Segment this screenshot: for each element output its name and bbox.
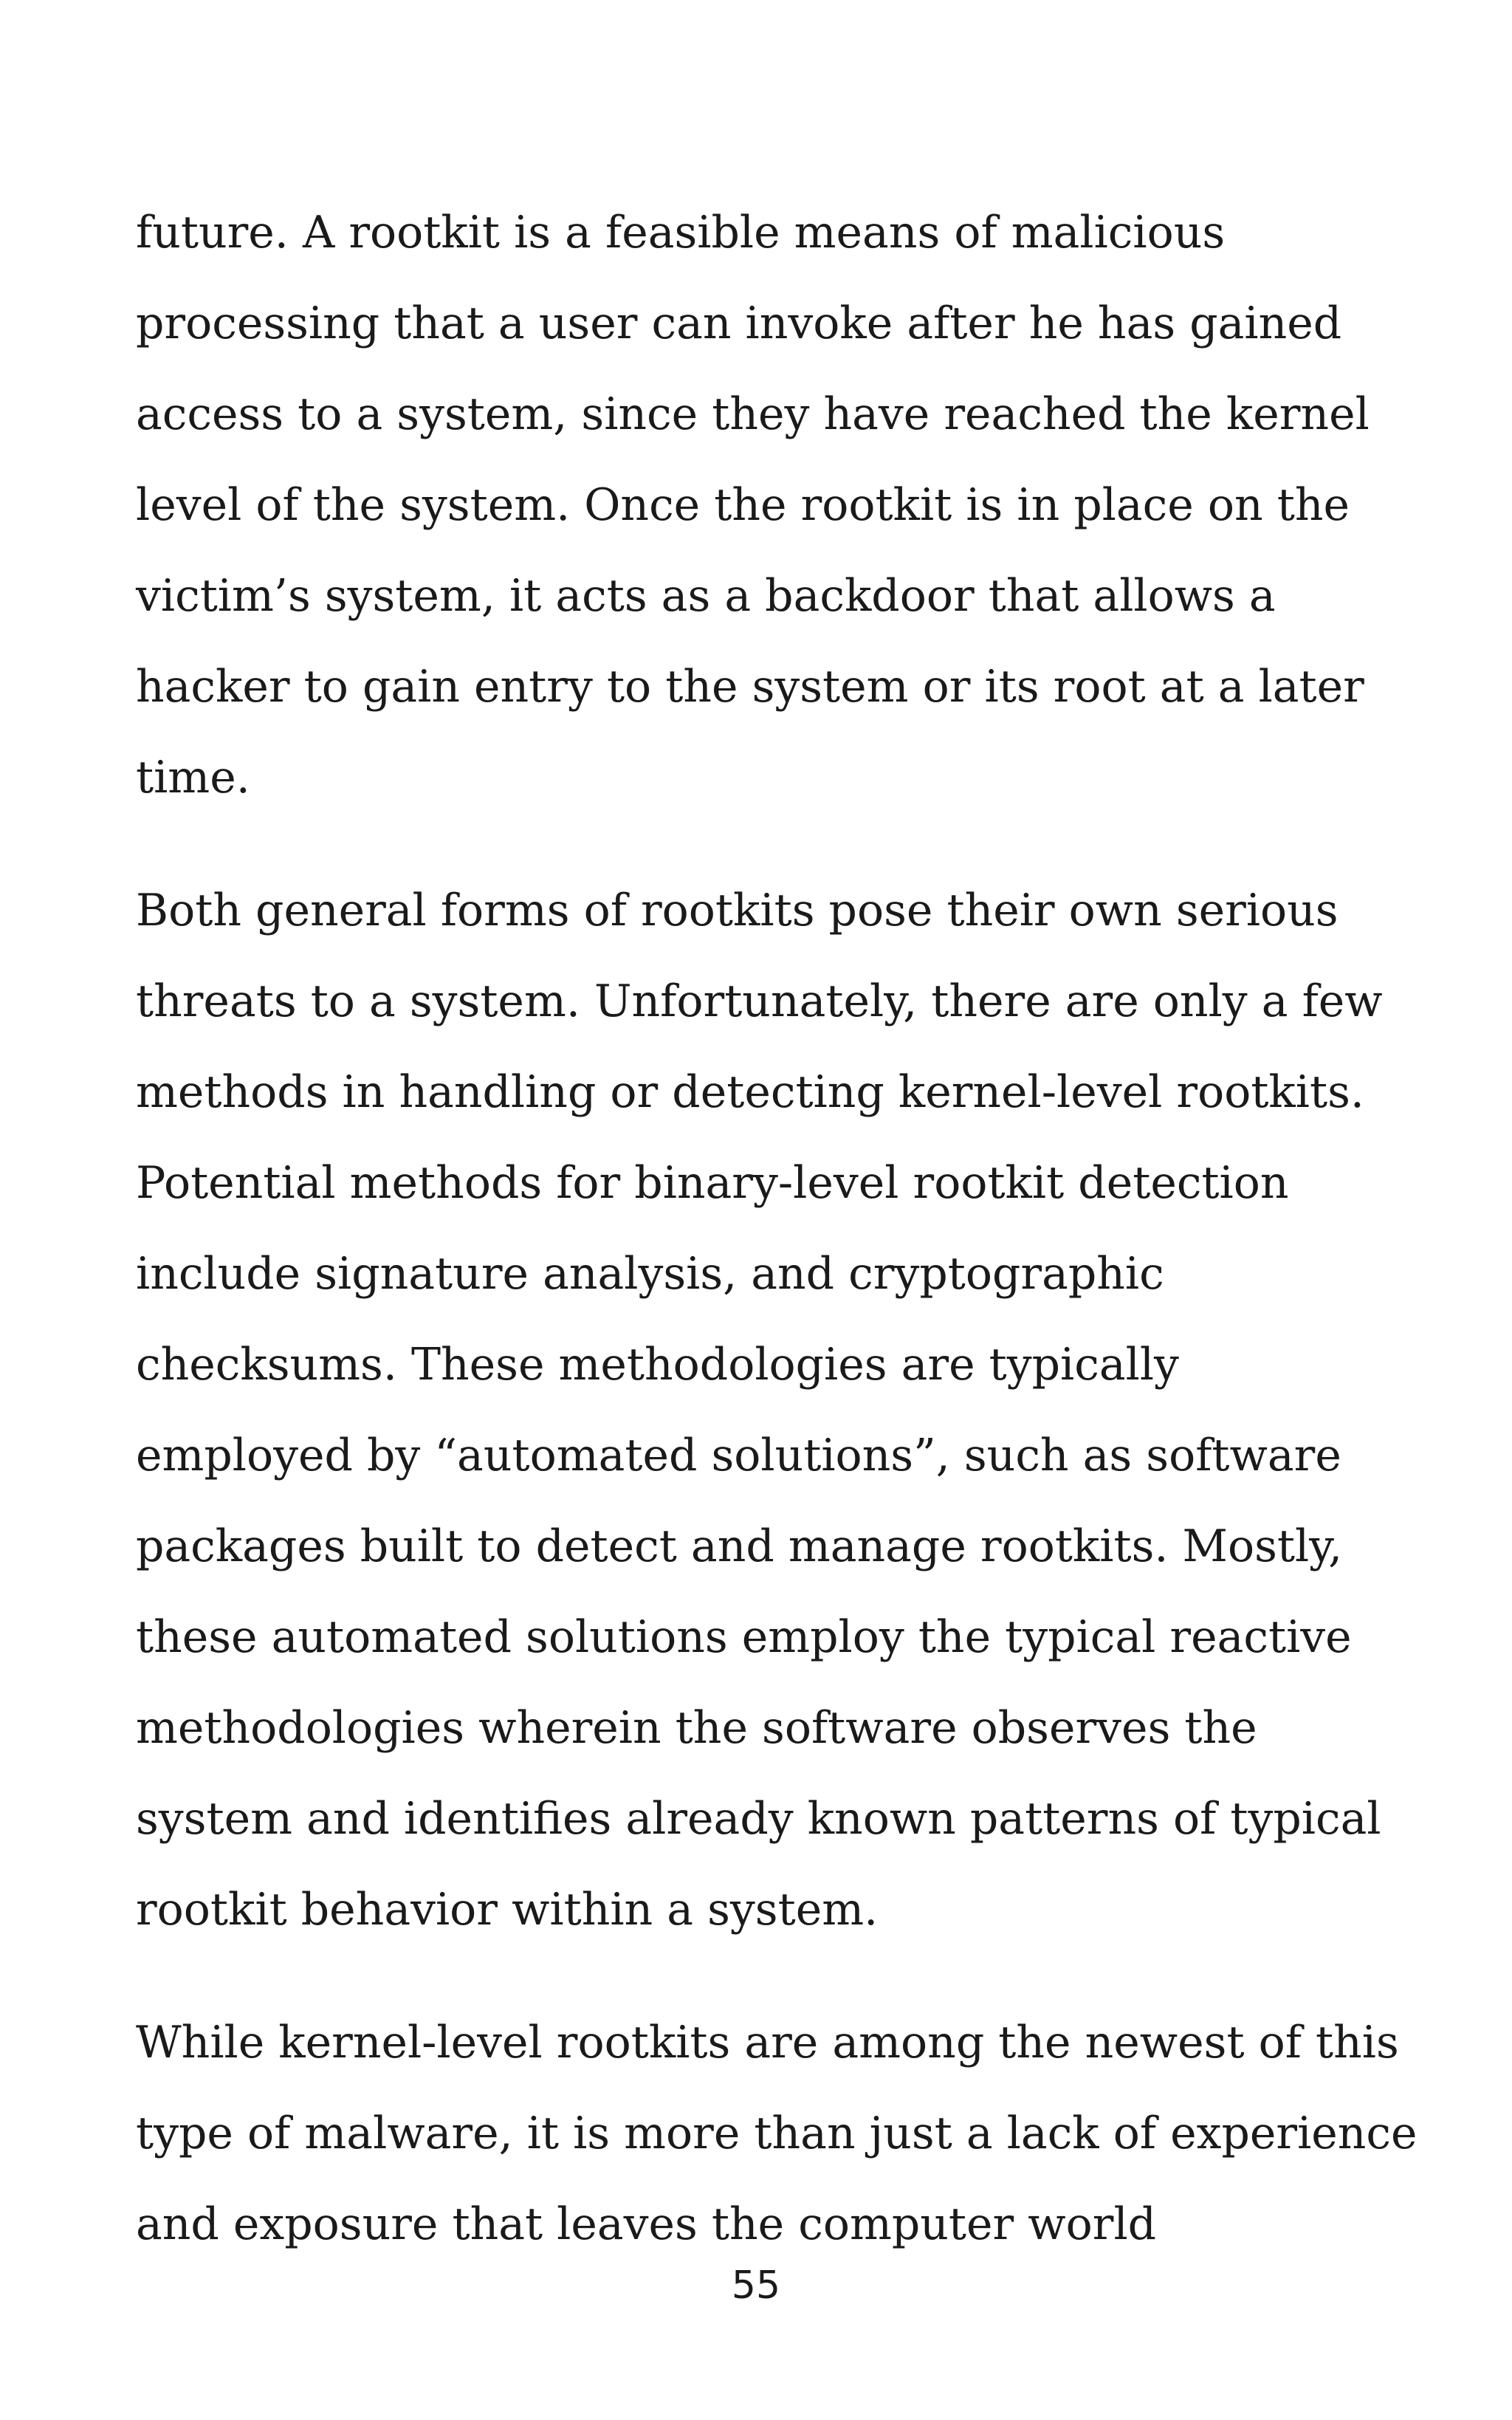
text-line: employed by “automated solutions”, such as software — [136, 1430, 1341, 1481]
paragraph-1 — [136, 188, 1391, 823]
text-line: Potential methods for binary-level rootkit detection — [136, 1157, 1289, 1209]
text-line: type of malware, it is more than just a lack of experience — [136, 2108, 1418, 2159]
text-line: time. — [136, 752, 250, 803]
body-text — [136, 188, 1418, 2312]
text-line: victim’s system, it acts as a backdoor that allows a — [136, 570, 1276, 622]
text-line: While kernel-level rootkits are among the newest of this — [136, 2017, 1399, 2068]
text-line: future. A rootkit is a feasible means of malicious — [136, 207, 1226, 258]
text-line: processing that a user can invoke after he has gained — [136, 298, 1342, 349]
text-line: checksums. These methodologies are typically — [136, 1339, 1179, 1391]
text-line: rootkit behavior within a system. — [136, 1884, 879, 1936]
text-line: methodologies wherein the software observes the — [136, 1702, 1257, 1754]
text-line: level of the system. Once the rootkit is in place on the — [136, 479, 1350, 531]
text-line: and exposure that leaves the computer world — [136, 2198, 1157, 2250]
text-line: Both general forms of rootkits pose their own serious — [136, 885, 1339, 936]
text-line: packages built to detect and manage rootkits. Mostly, — [136, 1521, 1343, 1572]
text-line: system and identifies already known patterns of typical — [136, 1793, 1381, 1845]
text-line: hacker to gain entry to the system or its root at a later — [136, 661, 1364, 713]
paragraph-3 — [136, 1998, 1418, 2270]
text-line: threats to a system. Unfortunately, there are only a few — [136, 976, 1383, 1027]
text-line: access to a system, since they have reached the kernel — [136, 388, 1370, 440]
paragraph-2 — [136, 865, 1391, 1955]
text-line: methods in handling or detecting kernel-level rootkits. — [136, 1066, 1364, 1118]
text-line: these automated solutions employ the typical reactive — [136, 1611, 1352, 1663]
text-line: include signature analysis, and cryptographic — [136, 1248, 1164, 1300]
page-number: 55 — [731, 2263, 781, 2308]
